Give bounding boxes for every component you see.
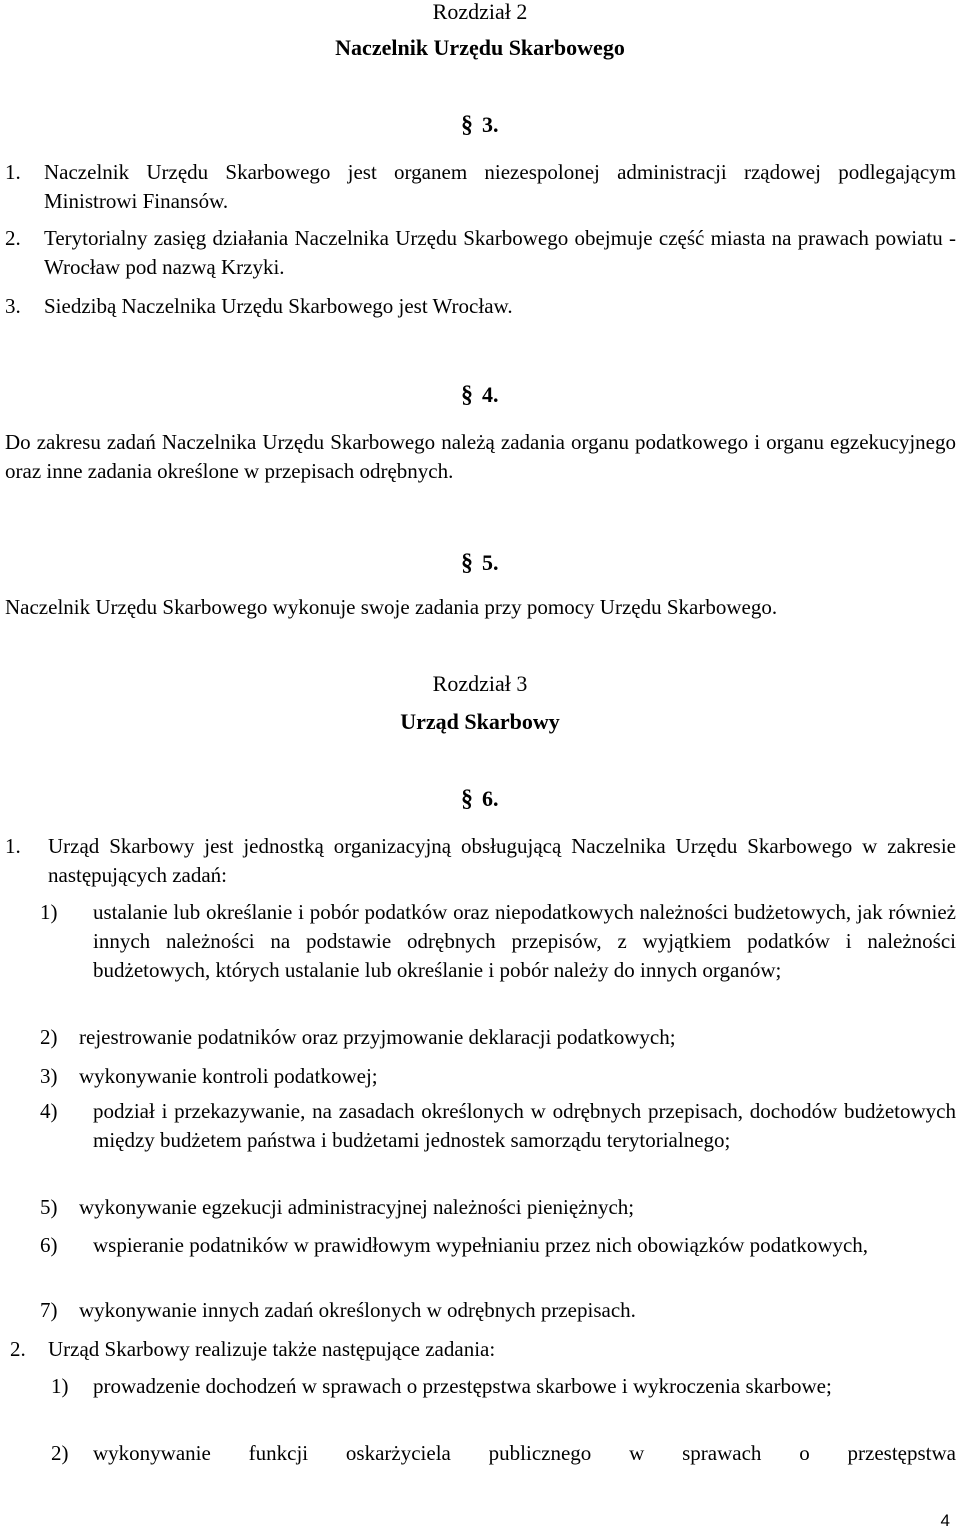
- s6-p1-item-1-text: ustalanie lub określanie i pobór podatków oraz niepodatkowych należności budżetowych, jak również innych należności na podstawie odrębnych przepisów, z wyjątkiem podatków i należności budżetowych, których ustalanie lub określanie i pobór należy do innych organów;: [93, 900, 956, 982]
- s6-p1-item-2-number: 2): [40, 1025, 58, 1049]
- section-3-heading: [461, 110, 499, 140]
- s3-item-1-number: 1.: [5, 160, 21, 184]
- chapter-2-title: Rozdział 2: [432, 0, 528, 24]
- section-4-heading: [461, 380, 499, 410]
- s6-p1-item-1-number: 1): [40, 900, 58, 924]
- section-symbol: §: [461, 382, 473, 408]
- s6-p2-text: Urząd Skarbowy realizuje także następujące zadania:: [48, 1337, 496, 1361]
- s6-p1-item-6-number: 6): [40, 1233, 58, 1257]
- s6-p1-item-5-number: 5): [40, 1195, 58, 1219]
- page-number: 4: [940, 1511, 950, 1530]
- s3-item-2-number: 2.: [5, 226, 21, 250]
- section-3-label: 3.: [482, 112, 499, 137]
- s6-p2-number: 2.: [10, 1337, 26, 1361]
- s6-p1-item-4-text: podział i przekazywanie, na zasadach określonych w odrębnych przepisach, dochodów budżetowych między budżetem państwa i budżetami jednostek samorządu terytorialnego;: [93, 1099, 956, 1152]
- chapter-3-title: Rozdział 3: [432, 671, 528, 696]
- chapter-3-subtitle: Urząd Skarbowy: [400, 709, 560, 734]
- s6-p1-item-3-text: wykonywanie kontroli podatkowej;: [79, 1064, 378, 1088]
- section-4-text: Do zakresu zadań Naczelnika Urzędu Skarbowego należą zadania organu podatkowego i organu egzekucyjnego oraz inne zadania określone w przepisach odrębnych.: [5, 430, 956, 483]
- s6-p1-item-6-text: wspieranie podatników w prawidłowym wypełnianiu przez nich obowiązków podatkowych,: [93, 1233, 869, 1257]
- s6-p2-item-1-text: prowadzenie dochodzeń w sprawach o przestępstwa skarbowe i wykroczenia skarbowe;: [93, 1374, 832, 1398]
- s6-p1-item-2-text: rejestrowanie podatników oraz przyjmowanie deklaracji podatkowych;: [79, 1025, 676, 1049]
- s6-p1-item-4-number: 4): [40, 1099, 58, 1123]
- s3-item-2-text: Terytorialny zasięg działania Naczelnika Urzędu Skarbowego obejmuje część miasta na prawach powiatu - Wrocław pod nazwą Krzyki.: [44, 226, 956, 279]
- chapter-2-subtitle: Naczelnik Urzędu Skarbowego: [335, 35, 625, 60]
- section-6-label: 6.: [482, 786, 499, 811]
- s6-p1-number: 1.: [5, 834, 21, 858]
- s3-item-1-text: Naczelnik Urzędu Skarbowego jest organem niezespolonej administracji rządowej podlegającym Ministrowi Finansów.: [44, 160, 956, 213]
- s6-p1-item-7-number: 7): [40, 1298, 58, 1322]
- s6-p2-item-2-text: wykonywanie funkcji oskarżyciela publicznego w sprawach o przestępstwa: [93, 1441, 956, 1465]
- s6-p2-item-1-number: 1): [51, 1374, 69, 1398]
- section-5-heading: [461, 548, 499, 578]
- section-5-label: 5.: [482, 550, 499, 575]
- section-symbol: §: [461, 550, 473, 576]
- s6-p1-item-5-text: wykonywanie egzekucji administracyjnej należności pieniężnych;: [79, 1195, 635, 1219]
- section-symbol: §: [461, 112, 473, 138]
- s6-p2-item-2-number: 2): [51, 1441, 69, 1465]
- s6-p1-text: Urząd Skarbowy jest jednostką organizacyjną obsługującą Naczelnika Urzędu Skarbowego w zakresie następujących zadań:: [48, 834, 956, 887]
- s3-item-3-text: Siedzibą Naczelnika Urzędu Skarbowego jest Wrocław.: [44, 294, 513, 318]
- section-6-heading: [461, 784, 499, 814]
- s6-p1-item-7-text: wykonywanie innych zadań określonych w odrębnych przepisach.: [79, 1298, 636, 1322]
- section-4-label: 4.: [482, 382, 499, 407]
- s3-item-3-number: 3.: [5, 294, 21, 318]
- section-5-text: Naczelnik Urzędu Skarbowego wykonuje swoje zadania przy pomocy Urzędu Skarbowego.: [5, 595, 778, 619]
- section-symbol: §: [461, 786, 473, 812]
- s6-p1-item-3-number: 3): [40, 1064, 58, 1088]
